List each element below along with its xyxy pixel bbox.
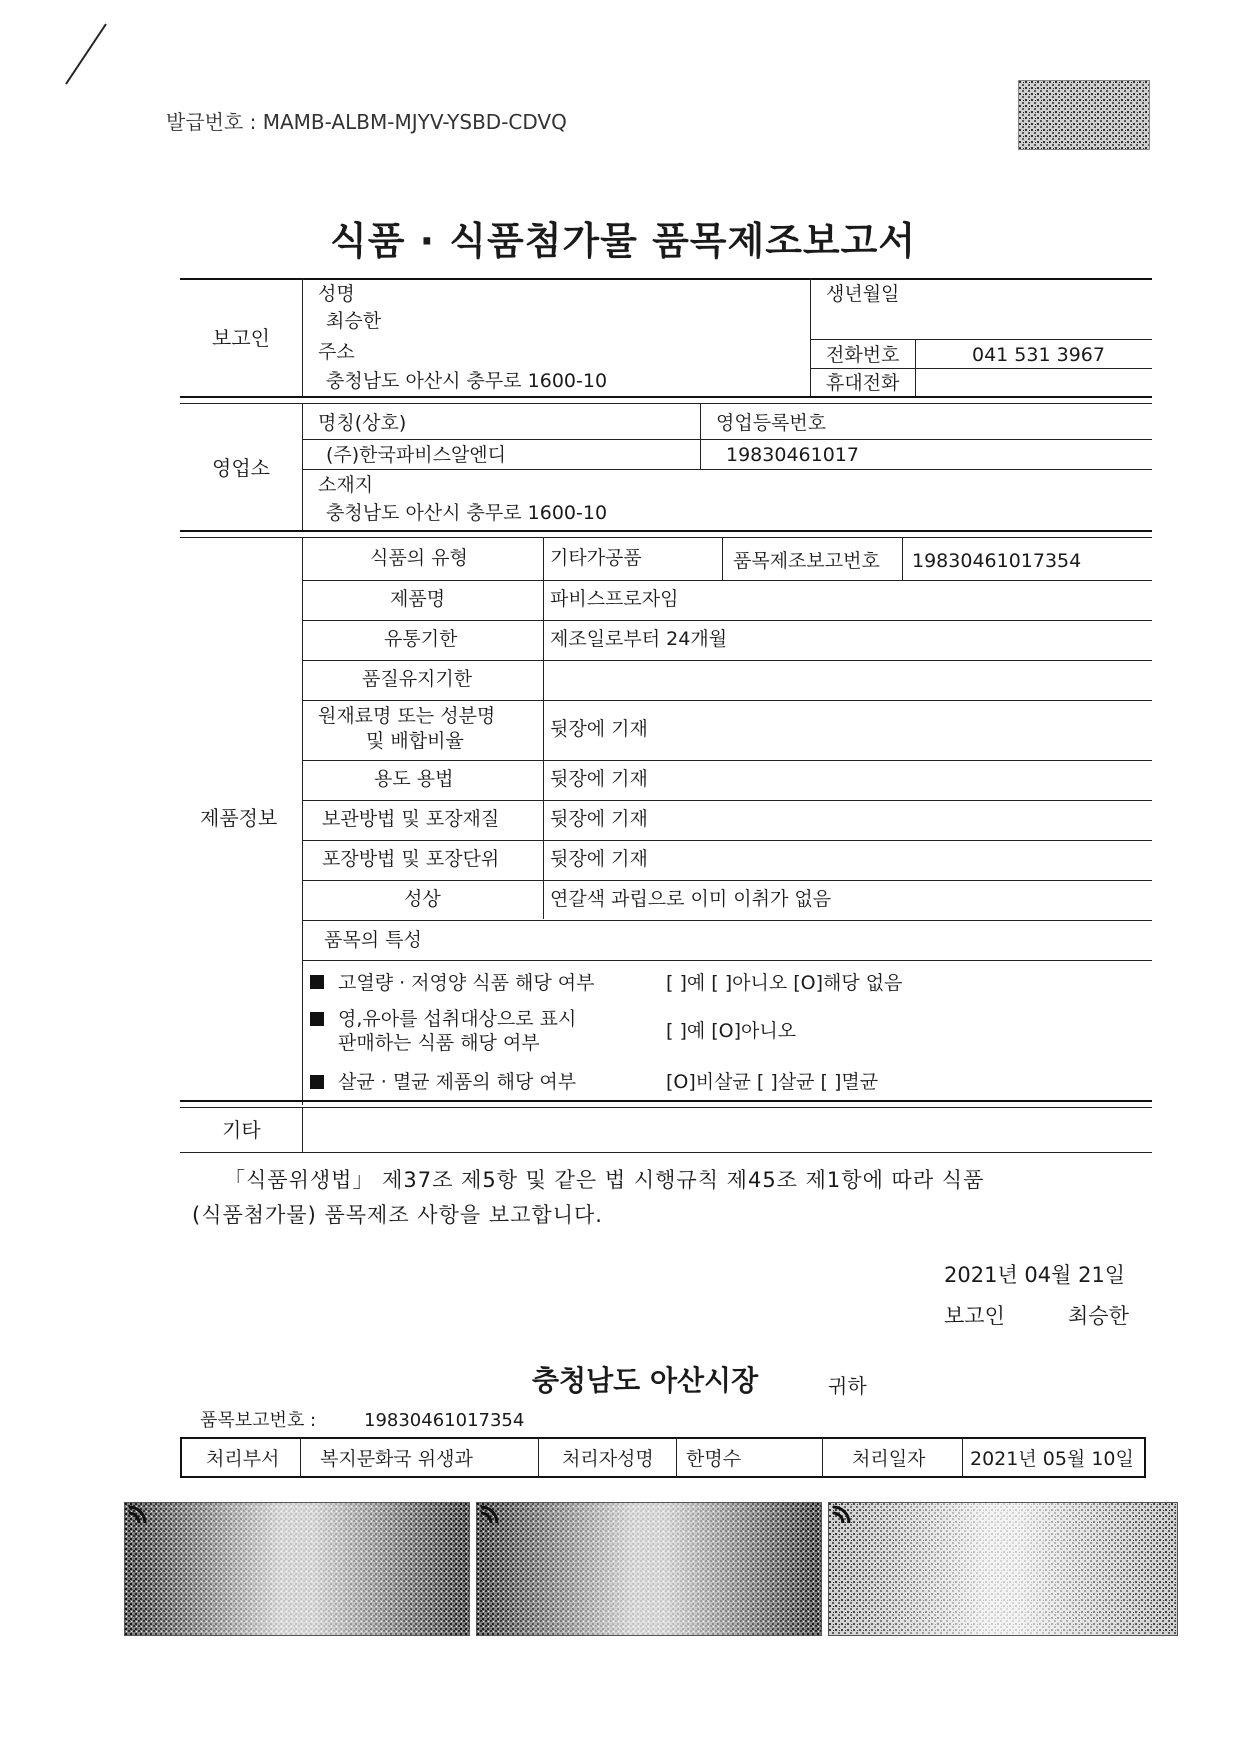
check2-value: [ ]예 [O]아니오 <box>666 1020 797 1042</box>
ingredients-value: 뒷장에 기재 <box>550 718 648 740</box>
check2-label-1: 영,유아를 섭취대상으로 표시 <box>338 1008 577 1030</box>
food-type-label: 식품의 유형 <box>370 547 468 569</box>
security-code-image-1 <box>124 1502 470 1636</box>
pen-mark <box>60 20 110 90</box>
processing-handler-label: 처리자성명 <box>562 1448 654 1470</box>
recipient-suffix: 귀하 <box>828 1374 867 1398</box>
table-top-border <box>180 278 1152 280</box>
page-title: 식품 · 식품첨가물 품목제조보고서 <box>330 219 917 263</box>
processing-dept-label: 처리부서 <box>206 1448 280 1470</box>
packaging-label: 포장방법 및 포장단위 <box>322 848 500 870</box>
bullet-square <box>310 1075 324 1089</box>
processing-date: 2021년 05월 10일 <box>970 1448 1134 1470</box>
storage-value: 뒷장에 기재 <box>550 808 648 830</box>
security-code-image-3 <box>828 1502 1178 1636</box>
food-type: 기타가공품 <box>550 547 642 569</box>
processing-date-label: 처리일자 <box>852 1448 926 1470</box>
business-location-label: 소재지 <box>318 474 374 496</box>
mobile-label: 휴대전화 <box>826 372 900 394</box>
ingredients-label-2: 및 배합비율 <box>366 730 464 752</box>
business-location: 충청남도 아산시 충무로 1600-10 <box>326 502 608 524</box>
other-label: 기타 <box>222 1118 261 1142</box>
report-date: 2021년 04월 21일 <box>944 1263 1126 1287</box>
business-name-label: 명칭(상호) <box>318 412 407 434</box>
report-no-value: 19830461017354 <box>364 1410 525 1431</box>
report-number: 19830461017354 <box>912 550 1082 572</box>
product-section-label: 제품정보 <box>200 806 278 830</box>
expiry-label: 유통기한 <box>384 628 458 650</box>
usage-label: 용도 용법 <box>374 768 454 790</box>
usage-value: 뒷장에 기재 <box>550 768 648 790</box>
issue-label: 발급번호 <box>166 110 244 134</box>
address-label: 주소 <box>318 341 355 363</box>
packaging-value: 뒷장에 기재 <box>550 848 648 870</box>
check3-value: [O]비살균 [ ]살균 [ ]멸균 <box>666 1071 879 1093</box>
business-name: (주)한국파비스알엔디 <box>326 444 507 466</box>
check1-value: [ ]예 [ ]아니오 [O]해당 없음 <box>666 972 903 994</box>
phone-value: 041 531 3967 <box>972 344 1105 366</box>
signer-name: 최승한 <box>1068 1304 1129 1328</box>
verification-code-image <box>1018 80 1150 150</box>
bullet-square <box>310 1012 324 1026</box>
feature-label: 품목의 특성 <box>324 929 422 951</box>
reporter-section-label: 보고인 <box>212 326 270 350</box>
phone-label: 전화번호 <box>826 344 900 366</box>
check1-label: 고열량 · 저영양 식품 해당 여부 <box>338 972 595 994</box>
storage-label: 보관방법 및 포장재질 <box>322 808 500 830</box>
security-code-image-2 <box>476 1502 822 1636</box>
issue-label-row: 발급번호 : MAMB-ALBM-MJYV-YSBD-CDVQ <box>166 110 567 134</box>
reporter-name-label: 성명 <box>318 283 355 305</box>
report-number-label: 품목제조보고번호 <box>733 550 880 572</box>
check2-label-2: 판매하는 식품 해당 여부 <box>338 1032 540 1054</box>
appearance-label: 성상 <box>404 888 441 910</box>
statement-line-1: 「식품위생법」 제37조 제5항 및 같은 법 시행규칙 제45조 제1항에 따라 식품 <box>224 1168 985 1192</box>
check3-label: 살균 · 멸균 제품의 해당 여부 <box>338 1071 577 1093</box>
business-regno: 19830461017 <box>726 444 859 466</box>
processing-handler: 한명수 <box>686 1448 742 1470</box>
reporter-name: 최승한 <box>326 310 382 332</box>
signer-label: 보고인 <box>944 1304 1005 1328</box>
reporter-address: 충청남도 아산시 충무로 1600-10 <box>326 370 608 392</box>
recipient: 충청남도 아산시장 <box>532 1364 759 1397</box>
processing-dept: 복지문화국 위생과 <box>320 1448 473 1470</box>
ingredients-label-1: 원재료명 또는 성분명 <box>318 705 496 727</box>
bullet-square <box>310 975 324 989</box>
appearance-value: 연갈색 과립으로 이미 이취가 없음 <box>550 888 832 910</box>
business-section-label: 영업소 <box>212 456 270 480</box>
product-name-label: 제품명 <box>390 588 446 610</box>
issue-number: MAMB-ALBM-MJYV-YSBD-CDVQ <box>262 110 567 134</box>
birth-label: 생년월일 <box>826 283 900 305</box>
business-regno-label: 영업등록번호 <box>716 412 827 434</box>
report-no-label: 품목보고번호 : <box>200 1410 317 1431</box>
quality-label: 품질유지기한 <box>362 668 473 690</box>
product-name: 파비스프로자임 <box>550 588 679 610</box>
expiry-value: 제조일로부터 24개월 <box>550 628 728 650</box>
statement-line-2: (식품첨가물) 품목제조 사항을 보고합니다. <box>192 1203 603 1227</box>
